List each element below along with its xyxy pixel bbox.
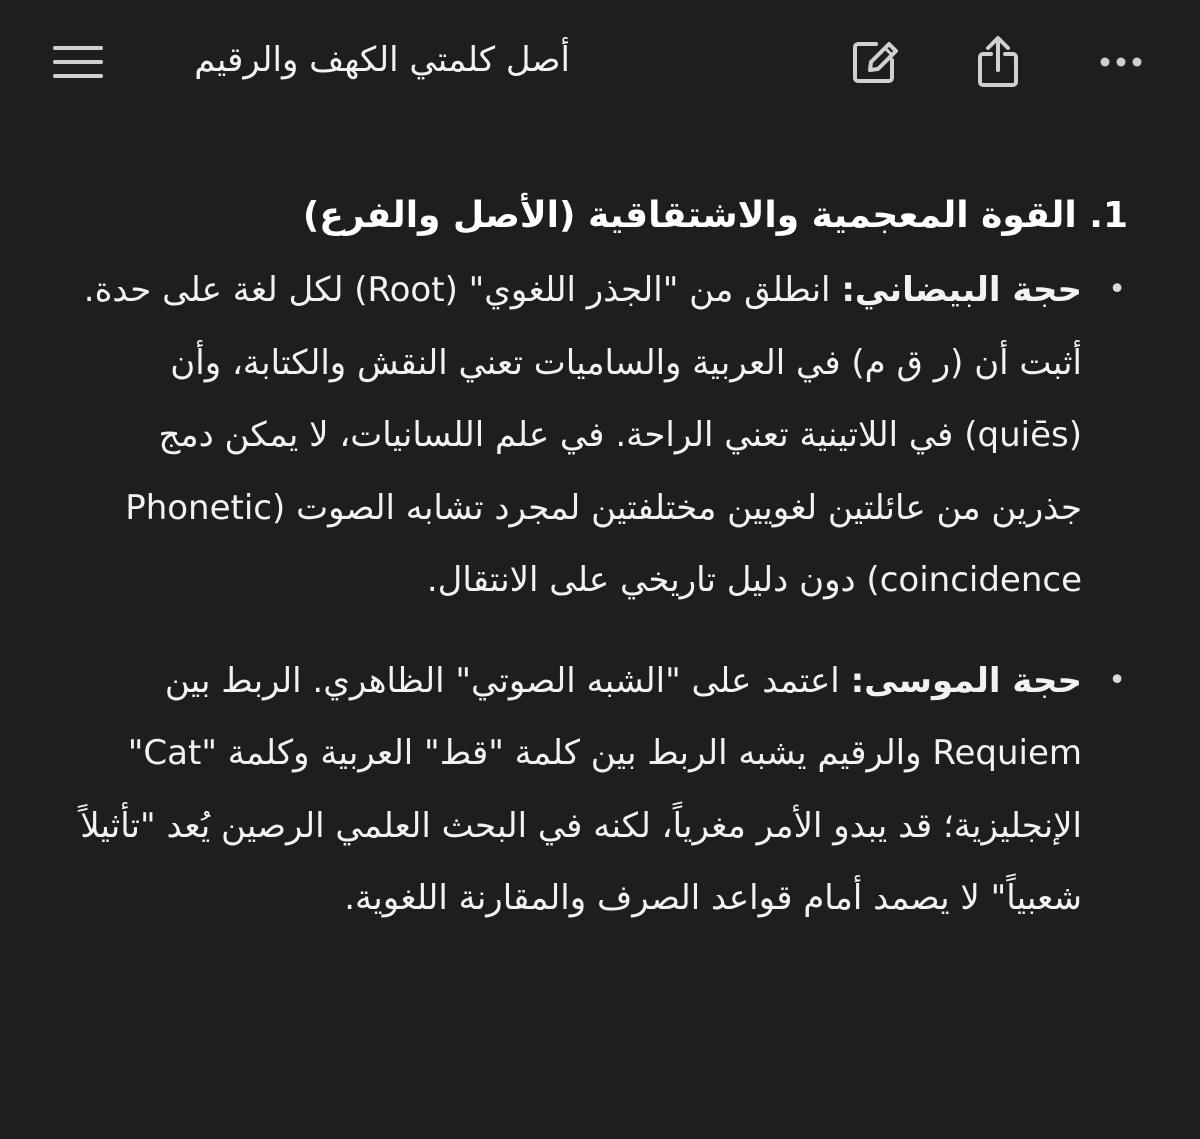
bullet-body: اعتمد على "الشبه الصوتي" الظاهري. الربط بين Requiem والرقيم يشبه الربط بين كلمة "قط" العربية وكلمة "Cat" الإنجليزية؛ قد يبدو الأمر مغرياً، لكنه في البحث العلمي الرصين يُعد "تأثيلاً شعبياً" لا يصمد أمام قواعد الصرف والمقارنة اللغوية. [80, 660, 1082, 918]
list-item [40, 254, 1160, 617]
more-button[interactable] [1089, 30, 1153, 94]
bullet-icon: • [1108, 662, 1126, 698]
page-title: أصل كلمتي الكهف والرقيم [194, 40, 570, 80]
edit-icon [848, 36, 900, 88]
bullet-icon: • [1108, 272, 1126, 307]
share-button[interactable] [966, 30, 1030, 94]
more-horizontal-icon [1099, 56, 1143, 68]
edit-button[interactable] [842, 30, 906, 94]
hamburger-menu-icon [51, 42, 105, 82]
top-bar [0, 0, 1200, 125]
section-heading: 1. القوة المعجمية والاشتقاقية (الأصل والفرع) [302, 195, 1128, 236]
bullet-body: انطلق من "الجذر اللغوي" (Root) لكل لغة على حدة. أثبت أن (ر ق م) في العربية والساميات تعني النقش والكتابة، وأن (quiēs) في اللاتينية تعني الراحة. في علم اللسانيات، لا يمكن دمج جذرين من عائلتين لغويين مختلفتين لمجرد تشابه الصوت (Phonetic coincidence) دون دليل تاريخي على الانتقال. [83, 270, 1082, 600]
article-content [40, 180, 1160, 963]
menu-button[interactable] [46, 30, 110, 94]
bullet-lead: حجة البيضاني: [841, 270, 1082, 310]
share-icon [974, 34, 1022, 90]
list-item [40, 645, 1160, 935]
bullet-list [40, 254, 1160, 935]
bullet-lead: حجة الموسى: [850, 660, 1082, 701]
